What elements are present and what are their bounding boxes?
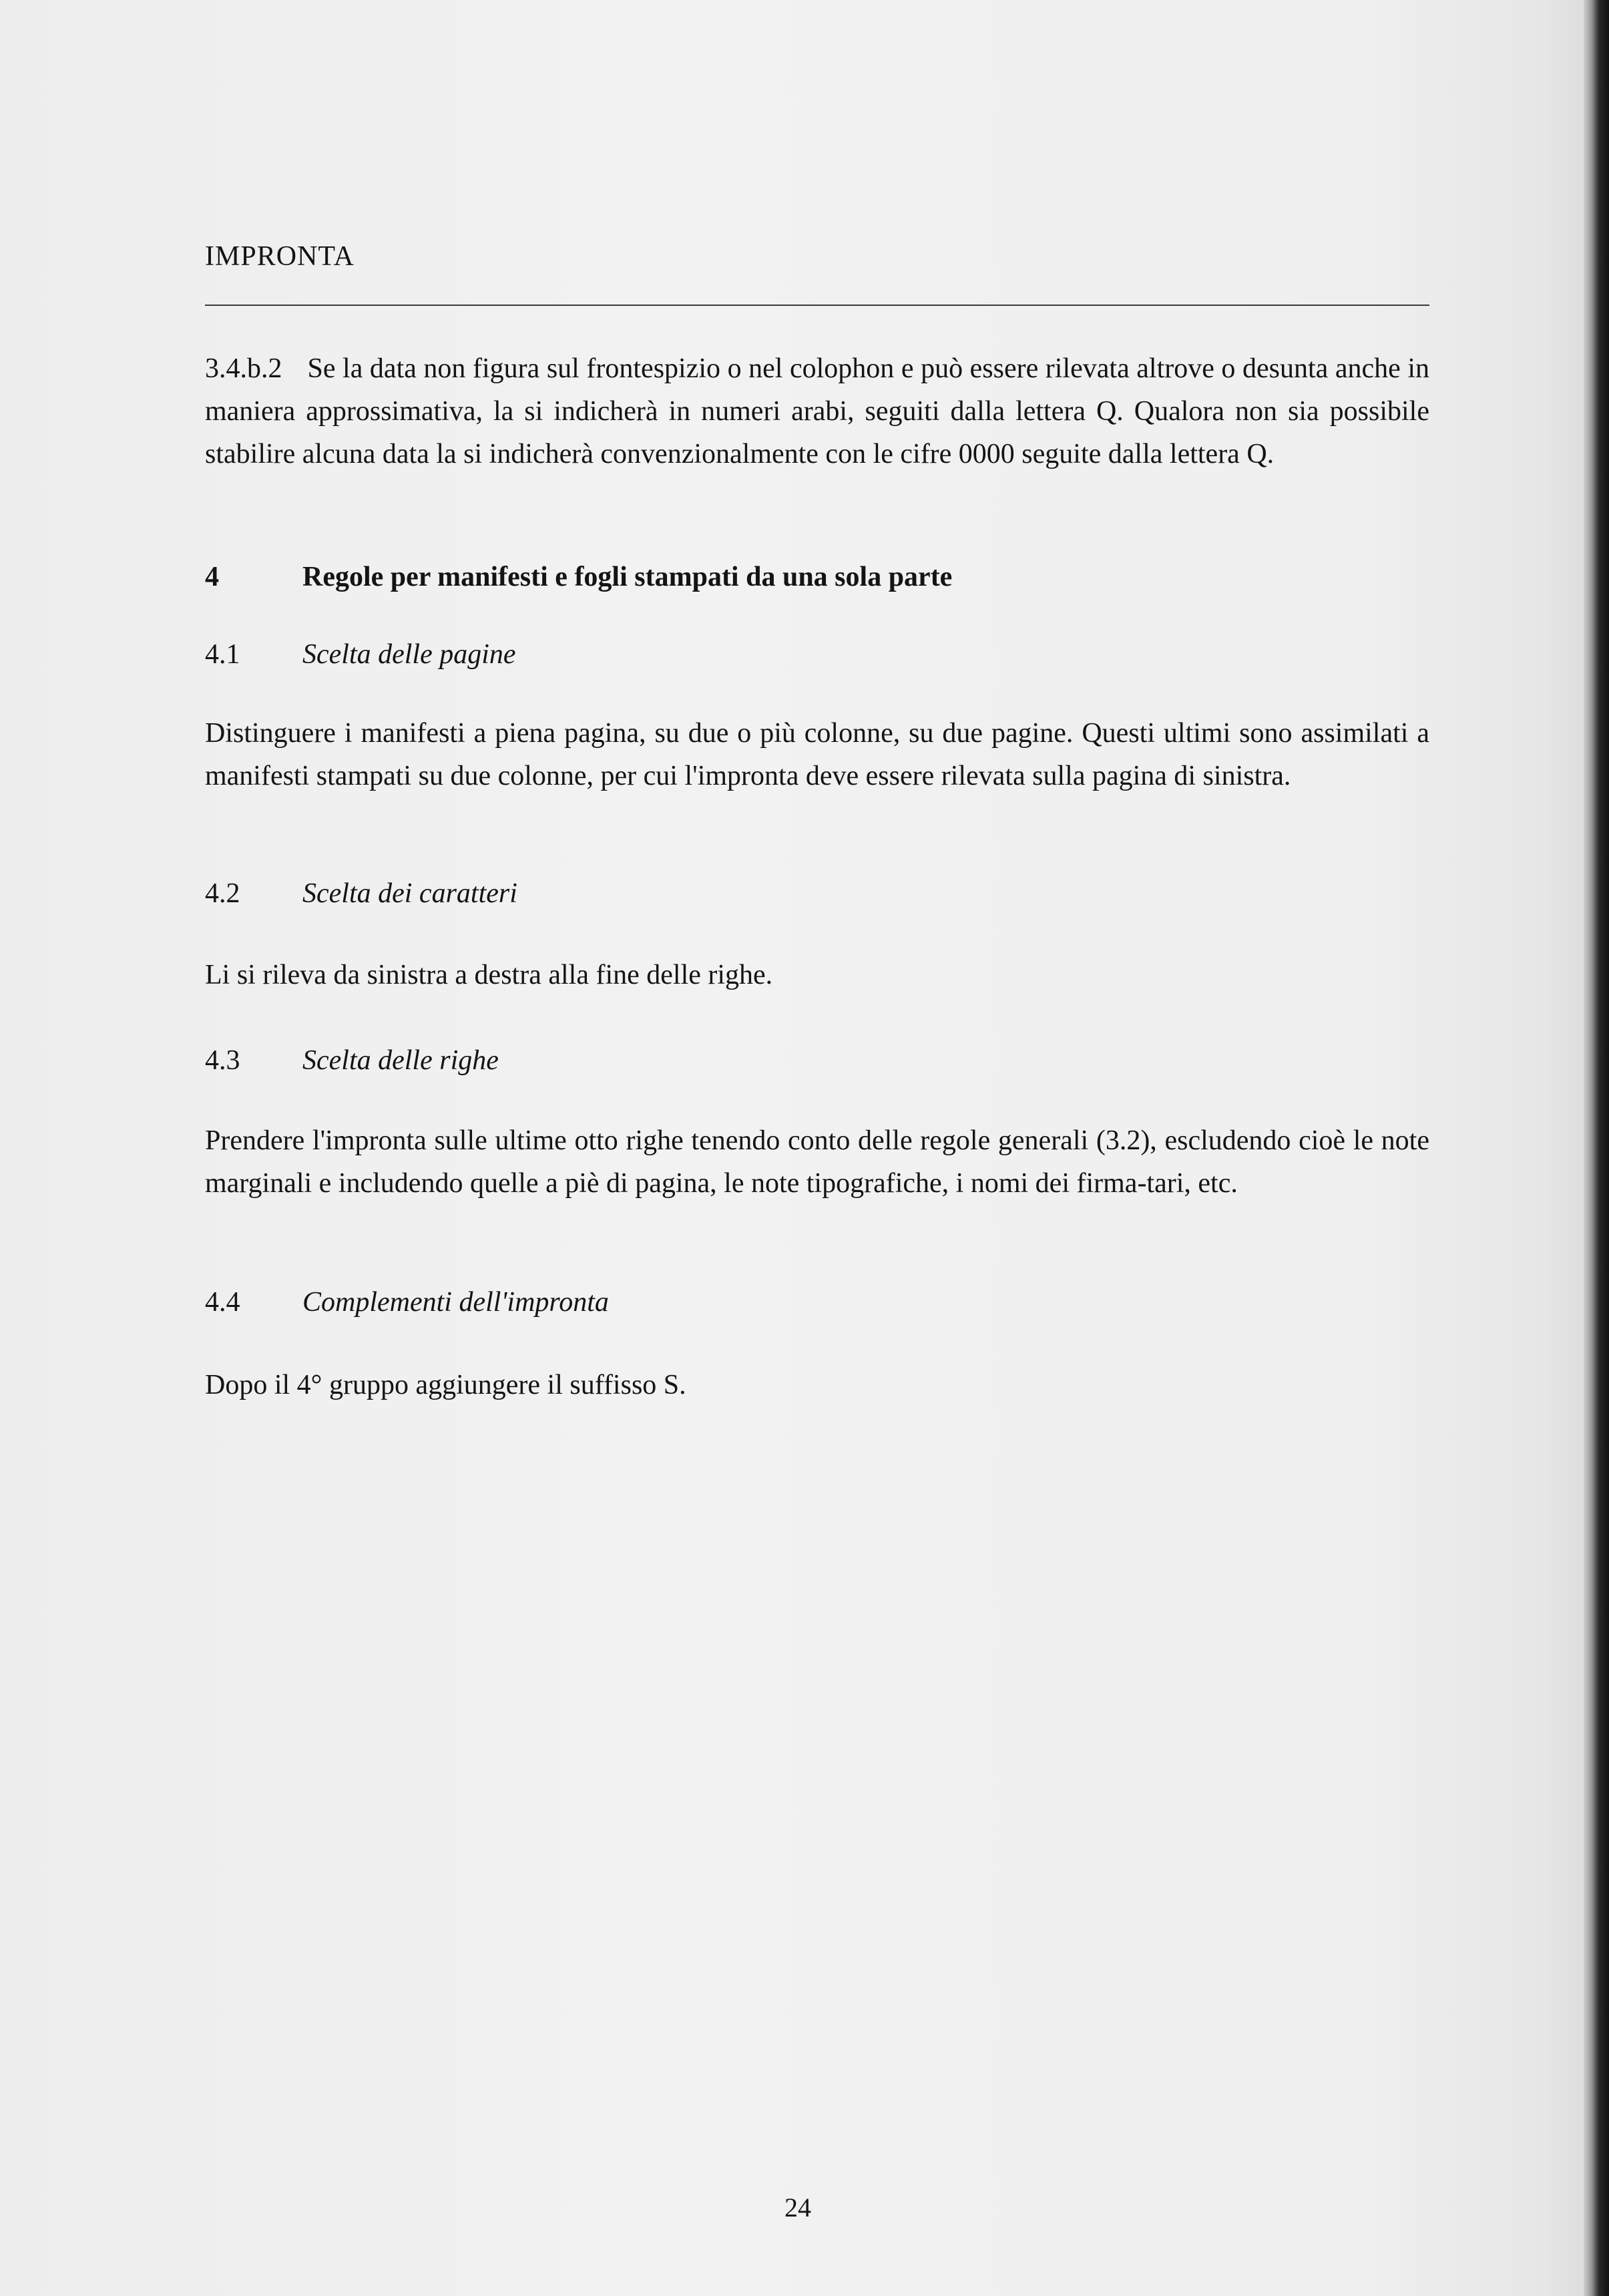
section-number: 4.1 — [205, 639, 240, 670]
section-heading-4-3 — [205, 1039, 499, 1082]
section-title: Complementi dell'impronta — [302, 1287, 609, 1318]
section-title: Scelta delle righe — [302, 1045, 499, 1076]
paragraph-4-1: Distinguere i manifesti a piena pagina, su due o più colonne, su due pagine. Questi ultimi sono assimilati a manifesti stampati su due colonne, per cui l'impronta deve essere rilevata sulla pagina di sinistra. — [205, 718, 1429, 791]
section-number: 4.4 — [205, 1287, 240, 1318]
section-title: Regole per manifesti e fogli stampati da una sola parte — [302, 562, 953, 592]
section-number: 4.2 — [205, 878, 240, 909]
running-head: IMPRONTA — [205, 241, 355, 272]
paragraph-number: 3.4.b.2 — [205, 353, 282, 384]
paragraph-text: Se la data non figura sul frontespizio o nel colophon e può essere rilevata altrove o desunta anche in maniera approssimativa, la si indicherà in numeri arabi, seguiti dalla lettera Q. Qualora non sia possibile stabilire alcuna data la si indicherà convenzionalmente con le cifre 0000 seguite dalla lettera Q. — [205, 353, 1429, 469]
section-heading-4-1 — [205, 633, 516, 676]
section-heading-4-4 — [205, 1281, 609, 1324]
page-edge-shadow — [1584, 0, 1609, 2296]
paragraph-4-3: Prendere l'impronta sulle ultime otto righe tenendo conto delle regole generali (3.2), escludendo cioè le note marginali e includendo quelle a piè di pagina, le note tipografiche, i nomi dei firma-tari, etc. — [205, 1125, 1429, 1199]
show-through-texture — [194, 467, 200, 499]
section-heading-4-2 — [205, 872, 517, 915]
section-number: 4 — [205, 562, 219, 592]
paragraph-3-4-b-2 — [205, 347, 1429, 475]
section-heading-4 — [205, 556, 952, 598]
paragraph-4-4: Dopo il 4° gruppo aggiungere il suffisso S. — [205, 1370, 686, 1400]
header-rule — [205, 305, 1429, 306]
page-number: 24 — [784, 2192, 811, 2223]
section-title: Scelta delle pagine — [302, 639, 516, 670]
section-number: 4.3 — [205, 1045, 240, 1076]
paragraph-4-2: Li si rileva da sinistra a destra alla fine delle righe. — [205, 960, 773, 990]
section-title: Scelta dei caratteri — [302, 878, 517, 909]
